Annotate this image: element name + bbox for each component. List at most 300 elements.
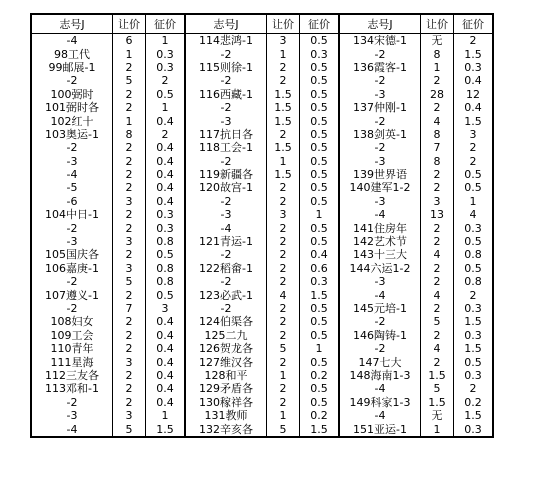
cell-name-1: 113邓和-1 — [31, 382, 113, 395]
cell-offer-price-3: 1.5 — [421, 396, 454, 409]
cell-bid-price-3: 1.5 — [454, 342, 494, 355]
cell-offer-price-3: 2 — [421, 235, 454, 248]
cell-bid-price-3: 0.3 — [454, 61, 494, 74]
cell-bid-price-1: 0.4 — [146, 315, 186, 328]
cell-bid-price-3: 0.5 — [454, 181, 494, 194]
cell-offer-price-1: 2 — [113, 168, 146, 181]
table-row — [31, 168, 493, 181]
table-row — [31, 34, 493, 48]
cell-bid-price-1: 0.4 — [146, 382, 186, 395]
table-row — [31, 208, 493, 221]
cell-offer-price-1: 2 — [113, 221, 146, 234]
cell-name-3: 148海南1-3 — [339, 369, 421, 382]
cell-bid-price-1: 0.4 — [146, 114, 186, 127]
table-row — [31, 355, 493, 368]
cell-offer-price-1: 5 — [113, 422, 146, 436]
cell-offer-price-1: 1 — [113, 47, 146, 60]
table-row — [31, 128, 493, 141]
cell-bid-price-1: 0.3 — [146, 61, 186, 74]
cell-offer-price-3: 2 — [421, 302, 454, 315]
cell-offer-price-1: 2 — [113, 315, 146, 328]
cell-offer-price-2: 2 — [267, 74, 300, 87]
cell-offer-price-3: 5 — [421, 315, 454, 328]
cell-offer-price-1: 5 — [113, 275, 146, 288]
cell-offer-price-2: 3 — [267, 34, 300, 48]
cell-name-3: 134宋德-1 — [339, 34, 421, 48]
table-row — [31, 221, 493, 234]
cell-offer-price-3: 8 — [421, 155, 454, 168]
cell-bid-price-2: 0.5 — [300, 61, 340, 74]
cell-offer-price-1: 2 — [113, 248, 146, 261]
cell-name-1: 110青年 — [31, 342, 113, 355]
cell-offer-price-2: 2 — [267, 396, 300, 409]
cell-name-3: -3 — [339, 155, 421, 168]
cell-offer-price-3: 2 — [421, 74, 454, 87]
cell-offer-price-2: 5 — [267, 422, 300, 436]
table-row — [31, 275, 493, 288]
cell-offer-price-3: 3 — [421, 195, 454, 208]
cell-bid-price-3: 3 — [454, 128, 494, 141]
cell-bid-price-2: 0.5 — [300, 382, 340, 395]
cell-bid-price-3: 1.5 — [454, 315, 494, 328]
cell-offer-price-2: 2 — [267, 329, 300, 342]
cell-offer-price-3: 5 — [421, 382, 454, 395]
cell-name-1: 108妇女 — [31, 315, 113, 328]
cell-bid-price-3: 2 — [454, 382, 494, 395]
table-row — [31, 141, 493, 154]
cell-bid-price-3: 0.3 — [454, 221, 494, 234]
cell-name-3: 146陶铸-1 — [339, 329, 421, 342]
cell-name-1: 98工代 — [31, 47, 113, 60]
cell-offer-price-1: 2 — [113, 141, 146, 154]
cell-name-3: 149科家1-3 — [339, 396, 421, 409]
cell-offer-price-2: 3 — [267, 208, 300, 221]
cell-name-2: 125二九 — [185, 329, 267, 342]
cell-offer-price-3: 2 — [421, 221, 454, 234]
cell-name-3: -2 — [339, 315, 421, 328]
cell-bid-price-2: 1 — [300, 342, 340, 355]
table-row — [31, 88, 493, 101]
cell-bid-price-2: 0.3 — [300, 47, 340, 60]
cell-bid-price-2: 1 — [300, 208, 340, 221]
table-row — [31, 382, 493, 395]
cell-bid-price-3: 1.5 — [454, 409, 494, 422]
table-row — [31, 396, 493, 409]
cell-name-3: -2 — [339, 74, 421, 87]
cell-name-2: 132辛亥各 — [185, 422, 267, 436]
cell-offer-price-1: 2 — [113, 342, 146, 355]
header-stamp-no-2: 志号J — [185, 14, 267, 34]
table-row — [31, 114, 493, 127]
cell-name-2: 117抗日各 — [185, 128, 267, 141]
cell-name-2: -3 — [185, 114, 267, 127]
cell-offer-price-3: 28 — [421, 88, 454, 101]
header-offer-price-1: 让价 — [113, 14, 146, 34]
cell-bid-price-2: 0.5 — [300, 74, 340, 87]
cell-name-2: -2 — [185, 248, 267, 261]
header-row — [31, 14, 493, 34]
table-body — [31, 34, 493, 437]
cell-offer-price-1: 8 — [113, 128, 146, 141]
cell-offer-price-3: 无 — [421, 34, 454, 48]
cell-offer-price-3: 1 — [421, 422, 454, 436]
cell-bid-price-3: 0.3 — [454, 369, 494, 382]
cell-bid-price-2: 0.5 — [300, 168, 340, 181]
cell-offer-price-3: 2 — [421, 181, 454, 194]
table-row — [31, 61, 493, 74]
cell-bid-price-2: 0.5 — [300, 114, 340, 127]
cell-offer-price-2: 1 — [267, 409, 300, 422]
header-offer-price-2: 让价 — [267, 14, 300, 34]
cell-name-1: -4 — [31, 168, 113, 181]
cell-offer-price-2: 2 — [267, 382, 300, 395]
cell-bid-price-2: 0.5 — [300, 355, 340, 368]
cell-bid-price-2: 0.5 — [300, 315, 340, 328]
cell-bid-price-3: 0.5 — [454, 355, 494, 368]
cell-name-1: 112三友各 — [31, 369, 113, 382]
cell-offer-price-1: 2 — [113, 329, 146, 342]
cell-offer-price-2: 1.5 — [267, 88, 300, 101]
cell-offer-price-2: 2 — [267, 355, 300, 368]
cell-offer-price-2: 2 — [267, 248, 300, 261]
cell-bid-price-3: 1.5 — [454, 47, 494, 60]
cell-name-3: -2 — [339, 47, 421, 60]
cell-name-1: -5 — [31, 181, 113, 194]
cell-bid-price-2: 0.5 — [300, 302, 340, 315]
cell-offer-price-1: 2 — [113, 88, 146, 101]
cell-offer-price-2: 5 — [267, 342, 300, 355]
cell-name-1: -2 — [31, 302, 113, 315]
cell-offer-price-3: 7 — [421, 141, 454, 154]
cell-bid-price-1: 0.4 — [146, 195, 186, 208]
cell-offer-price-1: 2 — [113, 288, 146, 301]
cell-bid-price-3: 12 — [454, 88, 494, 101]
cell-bid-price-1: 0.8 — [146, 275, 186, 288]
cell-name-1: -2 — [31, 221, 113, 234]
cell-bid-price-2: 0.3 — [300, 275, 340, 288]
cell-name-3: -2 — [339, 114, 421, 127]
cell-bid-price-3: 0.8 — [454, 248, 494, 261]
cell-offer-price-2: 2 — [267, 315, 300, 328]
table-row — [31, 369, 493, 382]
cell-name-1: -3 — [31, 409, 113, 422]
cell-offer-price-1: 3 — [113, 262, 146, 275]
cell-name-3: 142艺术节 — [339, 235, 421, 248]
cell-offer-price-1: 5 — [113, 74, 146, 87]
cell-bid-price-2: 0.5 — [300, 88, 340, 101]
cell-name-2: 130稼祥各 — [185, 396, 267, 409]
cell-bid-price-3: 1 — [454, 195, 494, 208]
cell-name-1: -3 — [31, 235, 113, 248]
cell-name-2: 129矛盾各 — [185, 382, 267, 395]
cell-offer-price-3: 2 — [421, 355, 454, 368]
cell-name-2: -2 — [185, 47, 267, 60]
cell-offer-price-1: 3 — [113, 195, 146, 208]
cell-bid-price-2: 0.5 — [300, 195, 340, 208]
header-stamp-no-3: 志号J — [339, 14, 421, 34]
cell-bid-price-1: 0.4 — [146, 355, 186, 368]
cell-bid-price-1: 0.4 — [146, 168, 186, 181]
cell-bid-price-3: 2 — [454, 155, 494, 168]
cell-bid-price-1: 0.4 — [146, 181, 186, 194]
cell-name-1: 111星海 — [31, 355, 113, 368]
cell-name-3: 145元培-1 — [339, 302, 421, 315]
cell-bid-price-2: 0.5 — [300, 221, 340, 234]
cell-name-1: 105国庆各 — [31, 248, 113, 261]
cell-name-1: 107遵义-1 — [31, 288, 113, 301]
cell-name-3: -2 — [339, 141, 421, 154]
header-bid-price-3: 征价 — [454, 14, 494, 34]
cell-name-1: 109工会 — [31, 329, 113, 342]
cell-name-2: 122稻畲-1 — [185, 262, 267, 275]
cell-offer-price-2: 2 — [267, 128, 300, 141]
cell-offer-price-1: 1 — [113, 114, 146, 127]
cell-name-2: 118工会-1 — [185, 141, 267, 154]
cell-bid-price-2: 0.5 — [300, 141, 340, 154]
table-row — [31, 329, 493, 342]
cell-name-3: 143十三大 — [339, 248, 421, 261]
table-row — [31, 302, 493, 315]
table-row — [31, 74, 493, 87]
cell-name-3: 137仲刚-1 — [339, 101, 421, 114]
cell-bid-price-2: 0.5 — [300, 329, 340, 342]
cell-offer-price-3: 无 — [421, 409, 454, 422]
cell-offer-price-2: 4 — [267, 288, 300, 301]
header-stamp-no-1: 志号J — [31, 14, 113, 34]
cell-offer-price-2: 2 — [267, 235, 300, 248]
table-row — [31, 47, 493, 60]
cell-name-1: 103奥运-1 — [31, 128, 113, 141]
cell-bid-price-1: 0.5 — [146, 248, 186, 261]
cell-name-2: -2 — [185, 275, 267, 288]
cell-name-3: -4 — [339, 409, 421, 422]
table-row — [31, 422, 493, 436]
cell-name-2: 120故宫-1 — [185, 181, 267, 194]
cell-offer-price-3: 2 — [421, 168, 454, 181]
cell-bid-price-1: 0.5 — [146, 288, 186, 301]
header-bid-price-1: 征价 — [146, 14, 186, 34]
cell-offer-price-3: 8 — [421, 47, 454, 60]
cell-name-2: 123必武-1 — [185, 288, 267, 301]
cell-bid-price-3: 0.5 — [454, 262, 494, 275]
cell-name-3: -4 — [339, 382, 421, 395]
cell-name-1: -2 — [31, 141, 113, 154]
cell-bid-price-1: 1.5 — [146, 422, 186, 436]
cell-bid-price-1: 0.4 — [146, 329, 186, 342]
cell-name-1: -2 — [31, 74, 113, 87]
cell-bid-price-2: 1.5 — [300, 288, 340, 301]
cell-name-3: 141住房年 — [339, 221, 421, 234]
cell-bid-price-3: 0.8 — [454, 275, 494, 288]
cell-offer-price-2: 1.5 — [267, 114, 300, 127]
cell-bid-price-2: 0.4 — [300, 248, 340, 261]
cell-offer-price-3: 2 — [421, 329, 454, 342]
cell-name-1: -2 — [31, 396, 113, 409]
table-row — [31, 315, 493, 328]
cell-name-3: 147七大 — [339, 355, 421, 368]
cell-name-2: 116西藏-1 — [185, 88, 267, 101]
cell-name-3: -2 — [339, 342, 421, 355]
table-row — [31, 262, 493, 275]
cell-bid-price-1: 1 — [146, 101, 186, 114]
cell-offer-price-3: 1 — [421, 61, 454, 74]
cell-offer-price-2: 2 — [267, 262, 300, 275]
cell-bid-price-1: 0.3 — [146, 221, 186, 234]
cell-offer-price-3: 2 — [421, 262, 454, 275]
cell-name-1: 99邮展-1 — [31, 61, 113, 74]
cell-name-2: -2 — [185, 195, 267, 208]
cell-name-1: -3 — [31, 155, 113, 168]
cell-offer-price-3: 8 — [421, 128, 454, 141]
cell-bid-price-2: 0.6 — [300, 262, 340, 275]
cell-bid-price-3: 2 — [454, 141, 494, 154]
cell-offer-price-3: 4 — [421, 342, 454, 355]
cell-bid-price-1: 0.8 — [146, 262, 186, 275]
cell-offer-price-1: 6 — [113, 34, 146, 48]
cell-name-3: 144六运1-2 — [339, 262, 421, 275]
cell-name-3: -3 — [339, 88, 421, 101]
cell-offer-price-1: 7 — [113, 302, 146, 315]
cell-offer-price-2: 1 — [267, 369, 300, 382]
cell-bid-price-1: 2 — [146, 128, 186, 141]
table-row — [31, 248, 493, 261]
cell-offer-price-2: 1 — [267, 47, 300, 60]
cell-name-2: 114悲鸿-1 — [185, 34, 267, 48]
cell-offer-price-3: 4 — [421, 288, 454, 301]
cell-name-2: 124伯渠各 — [185, 315, 267, 328]
cell-bid-price-1: 0.5 — [146, 88, 186, 101]
table-row — [31, 195, 493, 208]
table-row — [31, 155, 493, 168]
cell-bid-price-3: 0.3 — [454, 422, 494, 436]
cell-name-2: 121青运-1 — [185, 235, 267, 248]
cell-bid-price-1: 2 — [146, 74, 186, 87]
cell-bid-price-1: 0.4 — [146, 396, 186, 409]
cell-bid-price-2: 0.5 — [300, 101, 340, 114]
cell-name-3: 138剑英-1 — [339, 128, 421, 141]
cell-bid-price-1: 0.3 — [146, 208, 186, 221]
cell-name-2: 128和平 — [185, 369, 267, 382]
cell-name-3: -4 — [339, 288, 421, 301]
cell-offer-price-1: 2 — [113, 181, 146, 194]
cell-bid-price-2: 0.2 — [300, 369, 340, 382]
cell-name-1: -2 — [31, 275, 113, 288]
cell-offer-price-1: 3 — [113, 355, 146, 368]
cell-bid-price-1: 0.4 — [146, 342, 186, 355]
cell-name-2: -2 — [185, 74, 267, 87]
cell-offer-price-3: 1.5 — [421, 369, 454, 382]
cell-name-2: 126贺龙各 — [185, 342, 267, 355]
cell-offer-price-2: 1.5 — [267, 101, 300, 114]
cell-name-2: -2 — [185, 302, 267, 315]
cell-bid-price-2: 0.5 — [300, 155, 340, 168]
cell-name-2: 119新疆各 — [185, 168, 267, 181]
cell-bid-price-1: 0.4 — [146, 369, 186, 382]
cell-name-2: -2 — [185, 101, 267, 114]
cell-offer-price-2: 2 — [267, 181, 300, 194]
cell-bid-price-3: 0.4 — [454, 101, 494, 114]
cell-offer-price-1: 2 — [113, 369, 146, 382]
cell-offer-price-1: 2 — [113, 101, 146, 114]
table-row — [31, 181, 493, 194]
cell-bid-price-3: 0.3 — [454, 329, 494, 342]
cell-bid-price-1: 0.8 — [146, 235, 186, 248]
cell-bid-price-3: 0.5 — [454, 168, 494, 181]
cell-bid-price-1: 0.4 — [146, 155, 186, 168]
cell-name-2: 115则徐-1 — [185, 61, 267, 74]
cell-name-1: 101弼时各 — [31, 101, 113, 114]
table-row — [31, 288, 493, 301]
cell-offer-price-1: 2 — [113, 208, 146, 221]
cell-bid-price-2: 0.5 — [300, 34, 340, 48]
cell-bid-price-3: 0.4 — [454, 74, 494, 87]
cell-offer-price-1: 2 — [113, 61, 146, 74]
cell-name-3: 140建军1-2 — [339, 181, 421, 194]
table-row — [31, 342, 493, 355]
table-row — [31, 235, 493, 248]
cell-name-1: 100弼时 — [31, 88, 113, 101]
cell-bid-price-2: 0.5 — [300, 181, 340, 194]
cell-offer-price-1: 3 — [113, 409, 146, 422]
cell-name-2: -4 — [185, 221, 267, 234]
cell-bid-price-3: 4 — [454, 208, 494, 221]
cell-bid-price-3: 0.3 — [454, 302, 494, 315]
cell-name-2: -2 — [185, 155, 267, 168]
cell-offer-price-2: 2 — [267, 221, 300, 234]
cell-bid-price-1: 0.4 — [146, 141, 186, 154]
cell-name-3: -3 — [339, 275, 421, 288]
cell-bid-price-2: 0.5 — [300, 396, 340, 409]
cell-bid-price-3: 2 — [454, 288, 494, 301]
cell-offer-price-2: 2 — [267, 61, 300, 74]
cell-bid-price-3: 0.2 — [454, 396, 494, 409]
cell-name-3: -4 — [339, 208, 421, 221]
cell-name-2: 131教师 — [185, 409, 267, 422]
cell-name-1: 102红十 — [31, 114, 113, 127]
cell-name-1: 106嘉庚-1 — [31, 262, 113, 275]
cell-bid-price-1: 1 — [146, 409, 186, 422]
header-bid-price-2: 征价 — [300, 14, 340, 34]
cell-bid-price-2: 1.5 — [300, 422, 340, 436]
header-offer-price-3: 让价 — [421, 14, 454, 34]
cell-offer-price-2: 1.5 — [267, 168, 300, 181]
cell-name-3: 151亚运-1 — [339, 422, 421, 436]
cell-bid-price-1: 1 — [146, 34, 186, 48]
cell-name-1: -6 — [31, 195, 113, 208]
cell-bid-price-1: 0.3 — [146, 47, 186, 60]
cell-name-1: -4 — [31, 422, 113, 436]
cell-offer-price-3: 2 — [421, 275, 454, 288]
cell-offer-price-2: 2 — [267, 275, 300, 288]
cell-name-1: 104中日-1 — [31, 208, 113, 221]
cell-bid-price-2: 0.2 — [300, 409, 340, 422]
cell-offer-price-2: 1.5 — [267, 141, 300, 154]
cell-bid-price-3: 2 — [454, 34, 494, 48]
cell-offer-price-2: 1 — [267, 155, 300, 168]
cell-offer-price-1: 3 — [113, 235, 146, 248]
table-row — [31, 101, 493, 114]
cell-name-3: 139世界语 — [339, 168, 421, 181]
cell-offer-price-1: 2 — [113, 382, 146, 395]
cell-name-2: 127维汉各 — [185, 355, 267, 368]
cell-bid-price-2: 0.5 — [300, 235, 340, 248]
cell-offer-price-1: 2 — [113, 396, 146, 409]
cell-offer-price-1: 2 — [113, 155, 146, 168]
price-table — [30, 13, 494, 438]
cell-offer-price-3: 4 — [421, 248, 454, 261]
cell-offer-price-3: 4 — [421, 114, 454, 127]
cell-bid-price-1: 3 — [146, 302, 186, 315]
